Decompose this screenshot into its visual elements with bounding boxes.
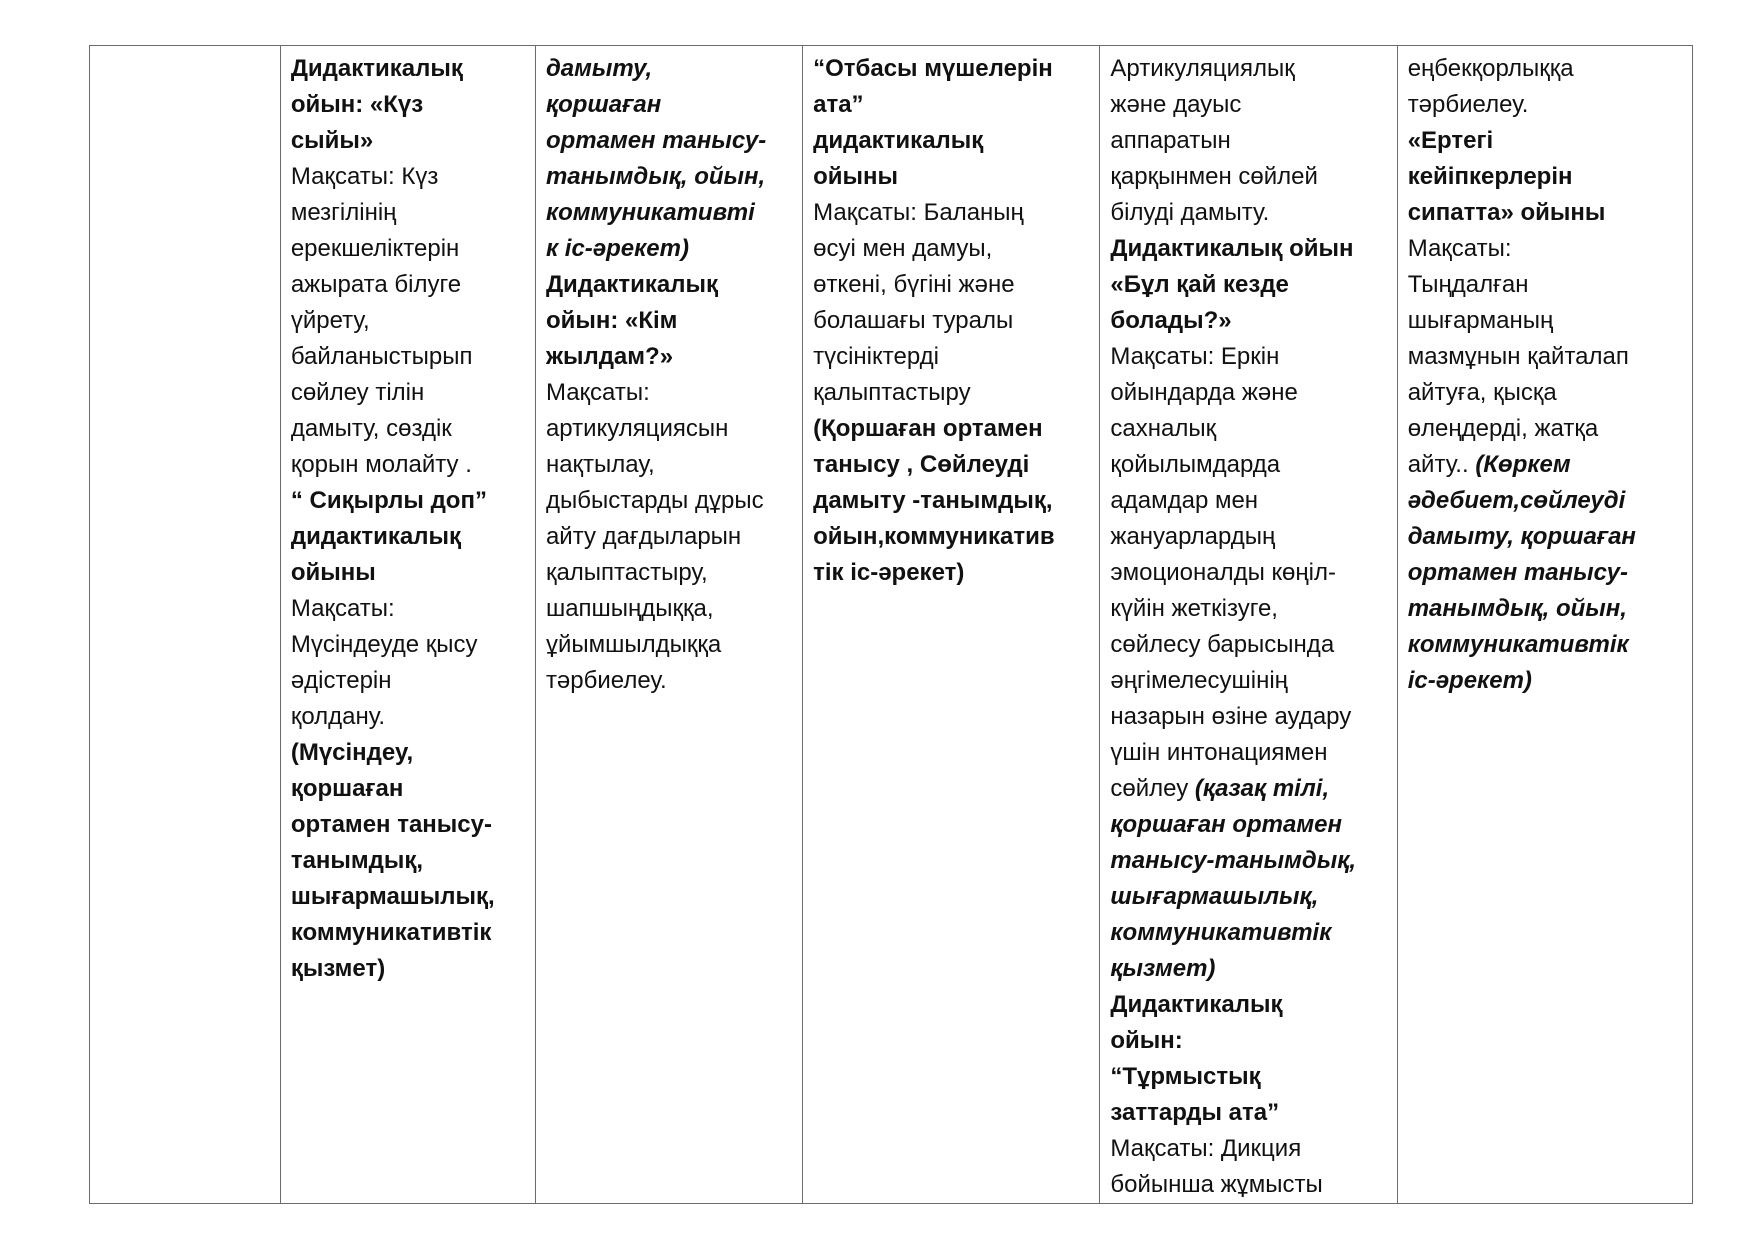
cell-line — [1110, 159, 1386, 195]
cell-text: сипатта» ойыны — [1407, 199, 1606, 226]
cell-text: сөйлесу барысында — [1110, 631, 1335, 658]
cell-text: ортамен танысу- — [1407, 559, 1629, 586]
cell-line — [1110, 195, 1386, 231]
cell-line — [291, 879, 525, 915]
cell-text: назарын өзіне аудару — [1110, 703, 1352, 730]
cell-text: ойыны — [290, 559, 376, 586]
cell-text: дидактикалық — [813, 127, 984, 154]
cell-line — [546, 123, 792, 159]
table-row — [90, 46, 1693, 1204]
cell-line — [1110, 447, 1386, 483]
cell-text: ойыны — [813, 163, 898, 190]
cell-line — [291, 519, 525, 555]
cell-text: әңгімелесушінің — [1110, 667, 1288, 694]
cell-line — [1408, 483, 1682, 519]
cell-text: сахналық — [1110, 415, 1217, 442]
cell-line — [1110, 231, 1386, 267]
cell-line — [546, 51, 792, 87]
cell-text: танымдық, — [290, 847, 424, 874]
cell-text: тәрбиелеу. — [1407, 91, 1529, 118]
cell-text: сөйлеу тілін — [290, 379, 425, 406]
cell-text: Мақсаты: — [1407, 235, 1512, 262]
cell-text: танымдық, ойын, — [1407, 595, 1627, 622]
cell-text: “ Сиқырлы доп” — [290, 487, 487, 514]
cell-line — [813, 447, 1089, 483]
cell-line — [1408, 663, 1682, 699]
cell-line — [291, 447, 525, 483]
cell-line — [291, 663, 525, 699]
cell-line — [1110, 483, 1386, 519]
cell-line — [1110, 1059, 1386, 1095]
cell-line — [291, 375, 525, 411]
cell-text: ортамен танысу- — [290, 811, 492, 838]
cell-line — [291, 195, 525, 231]
cell-line — [291, 915, 525, 951]
cell-line — [1110, 519, 1386, 555]
cell-text: сыйы» — [290, 127, 374, 154]
cell-text: мазмұнын қайталап — [1407, 343, 1629, 370]
cell-line — [1110, 123, 1386, 159]
cell-text: өлеңдерді, жатқа — [1407, 415, 1599, 442]
cell-line — [813, 375, 1089, 411]
cell-line — [546, 555, 792, 591]
cell-text: қорын молайту . — [290, 451, 472, 478]
cell-text: Дидактикалық — [290, 55, 463, 82]
cell-line — [1110, 627, 1386, 663]
cell-text: (Қоршаған ортамен — [813, 415, 1043, 442]
cell-text: әдебиет,сөйлеуді — [1407, 487, 1626, 514]
cell-text: бойынша жұмысты — [1110, 1171, 1323, 1198]
cell-line — [813, 231, 1089, 267]
cell-text: коммуникативті — [545, 199, 755, 226]
cell-line — [1110, 1131, 1386, 1167]
cell-text: түсініктерді — [813, 343, 939, 370]
cell-line — [546, 375, 792, 411]
cell-text: қызмет) — [1110, 955, 1216, 982]
cell-line — [1110, 1023, 1386, 1059]
cell-line — [1110, 555, 1386, 591]
cell-line — [1408, 87, 1682, 123]
cell-line — [291, 231, 525, 267]
cell-text: қалыптастыру — [813, 379, 971, 406]
cell-text: Тыңдалған — [1407, 271, 1529, 298]
cell-line — [813, 303, 1089, 339]
cell-line — [813, 483, 1089, 519]
cell-line — [291, 951, 525, 987]
cell-text: жануарлардың — [1110, 523, 1276, 550]
cell-text: дамыту, қоршаған — [1407, 523, 1636, 550]
cell-text: «Бұл қай кезде — [1110, 271, 1289, 298]
cell-text: жылдам?» — [545, 343, 674, 370]
cell-line — [291, 87, 525, 123]
cell-line — [291, 411, 525, 447]
cell-line — [813, 51, 1089, 87]
cell-line — [813, 87, 1089, 123]
cell-line — [291, 699, 525, 735]
cell-text: ажырата білуге — [290, 271, 462, 298]
cell-text: шығармашылық, — [1110, 883, 1319, 910]
cell-text: ата” — [813, 91, 864, 118]
cell-text: Мақсаты: Баланың — [813, 199, 1024, 226]
cell-text: кейіпкерлерін — [1407, 163, 1573, 190]
cell-line — [291, 771, 525, 807]
cell-line — [291, 555, 525, 591]
cell-line — [1110, 375, 1386, 411]
cell-text: дамыту, — [545, 55, 653, 82]
cell-text: шапшыңдыққа, — [545, 595, 714, 622]
cell-line — [546, 87, 792, 123]
cell-line — [1408, 267, 1682, 303]
cell-line — [546, 483, 792, 519]
cell-line — [291, 339, 525, 375]
cell-line — [1110, 987, 1386, 1023]
cell-text: сөйлеу — [1110, 775, 1195, 802]
cell-text: Мүсіндеуде қысу — [290, 631, 478, 658]
cell-text: Дидактикалық — [1110, 991, 1283, 1018]
cell-line — [1408, 411, 1682, 447]
cell-line — [1110, 1095, 1386, 1131]
cell-text: Мақсаты: — [290, 595, 395, 622]
cell-text: ойын: «Кім — [545, 307, 678, 334]
cell-text: еңбекқорлыққа — [1407, 55, 1574, 82]
cell-text: әдістерін — [290, 667, 392, 694]
cell-line — [813, 159, 1089, 195]
cell-text: тік іс-әрекет) — [813, 559, 965, 586]
cell-line — [1110, 915, 1386, 951]
cell-line — [1408, 519, 1682, 555]
cell-text: үшін интонациямен — [1110, 739, 1328, 766]
cell-text: Мақсаты: Дикция — [1110, 1135, 1302, 1162]
cell-text: қоршаған ортамен — [1110, 811, 1342, 838]
cell-line — [1110, 303, 1386, 339]
cell-line — [291, 159, 525, 195]
cell-text: ойындарда және — [1110, 379, 1298, 406]
cell-text: аппаратын — [1110, 127, 1231, 154]
cell-text: танымдық, ойын, — [545, 163, 766, 190]
cell-line — [813, 555, 1089, 591]
cell-text: ерекшеліктерін — [290, 235, 460, 262]
cell-line — [546, 411, 792, 447]
cell-text: «Ертегі — [1407, 127, 1494, 154]
cell-text: іс-әрекет) — [1407, 667, 1532, 694]
cell-line — [1408, 375, 1682, 411]
cell-line — [1110, 699, 1386, 735]
cell-line — [1408, 339, 1682, 375]
cell-line — [813, 267, 1089, 303]
cell-text: тәрбиелеу. — [545, 667, 667, 694]
cell-line — [546, 267, 792, 303]
cell-text-emphasis: (Көркем — [1475, 451, 1571, 478]
cell-text: болашағы туралы — [813, 307, 1014, 334]
cell-text: білуді дамыту. — [1110, 199, 1270, 226]
cell-text: коммуникативтік — [290, 919, 492, 946]
cell-text: “Отбасы мүшелерін — [813, 55, 1053, 82]
cell-line — [546, 663, 792, 699]
cell-line — [1110, 411, 1386, 447]
cell-line — [546, 519, 792, 555]
cell-line — [1408, 231, 1682, 267]
cell-line — [1110, 267, 1386, 303]
cell-line — [546, 303, 792, 339]
cell-line — [546, 447, 792, 483]
cell-col-2 — [280, 46, 535, 1204]
cell-col-4 — [803, 46, 1100, 1204]
cell-col-1 — [90, 46, 281, 1204]
cell-line — [1110, 951, 1386, 987]
cell-text: Дидактикалық — [545, 271, 719, 298]
cell-text: к іс-әрекет) — [545, 235, 689, 262]
cell-line — [1110, 807, 1386, 843]
cell-text: ойын: «Күз — [290, 91, 424, 118]
cell-line — [546, 339, 792, 375]
cell-text: адамдар мен — [1110, 487, 1259, 514]
cell-line — [291, 627, 525, 663]
cell-text: Дидактикалық ойын — [1110, 235, 1354, 262]
cell-text: артикуляциясын — [545, 415, 729, 442]
cell-line — [1408, 591, 1682, 627]
cell-line — [1110, 591, 1386, 627]
cell-text: Мақсаты: Еркін — [1110, 343, 1280, 370]
cell-text: өсуі мен дамуы, — [813, 235, 993, 262]
cell-line — [291, 51, 525, 87]
cell-text: нақтылау, — [545, 451, 655, 478]
cell-text: қоршаған — [545, 91, 662, 118]
cell-line — [291, 807, 525, 843]
cell-text: шығармашылық, — [290, 883, 495, 910]
cell-text: қойылымдарда — [1110, 451, 1281, 478]
cell-text: шығарманың — [1407, 307, 1554, 334]
cell-line — [813, 411, 1089, 447]
cell-text: эмоционалды көңіл- — [1110, 559, 1336, 586]
cell-text: ойын: — [1110, 1027, 1183, 1054]
cell-line — [1408, 195, 1682, 231]
cell-text: күйін жеткізуге, — [1110, 595, 1278, 622]
cell-line — [546, 627, 792, 663]
cell-text: өткені, бүгіні және — [813, 271, 1015, 298]
cell-line — [1408, 555, 1682, 591]
cell-text: заттарды ата” — [1110, 1099, 1280, 1126]
cell-text: “Тұрмыстық — [1110, 1063, 1261, 1090]
cell-line — [813, 519, 1089, 555]
cell-text: айтуға, қысқа — [1407, 379, 1557, 406]
cell-text: ойын,коммуникатив — [813, 523, 1055, 550]
cell-line — [1408, 627, 1682, 663]
cell-line — [1408, 159, 1682, 195]
cell-text: айту дағдыларын — [545, 523, 742, 550]
cell-line — [1110, 735, 1386, 771]
cell-text: танысу , Сөйлеуді — [813, 451, 1030, 478]
cell-text: коммуникативтік — [1407, 631, 1629, 658]
cell-line — [1408, 51, 1682, 87]
cell-line — [546, 159, 792, 195]
cell-text: дамыту -танымдық, — [813, 487, 1053, 514]
cell-line — [1110, 879, 1386, 915]
cell-line — [291, 843, 525, 879]
cell-text: Мақсаты: Күз — [290, 163, 439, 190]
cell-text-emphasis: (қазақ тілі, — [1194, 775, 1330, 802]
cell-text: Артикуляциялық — [1110, 55, 1295, 82]
plan-table — [89, 45, 1693, 1204]
cell-text: болады?» — [1110, 307, 1232, 334]
cell-text: айту.. — [1407, 451, 1476, 478]
cell-text: мезгілінің — [290, 199, 397, 226]
cell-text: дыбыстарды дұрыс — [545, 487, 764, 514]
cell-line — [1110, 843, 1386, 879]
cell-text: (Мүсіндеу, — [290, 739, 414, 766]
cell-line — [1110, 771, 1386, 807]
cell-line — [291, 267, 525, 303]
cell-text: ұйымшылдыққа — [545, 631, 722, 658]
cell-line — [1110, 87, 1386, 123]
cell-line — [1110, 1167, 1386, 1203]
cell-text: қарқынмен сөйлей — [1110, 163, 1318, 190]
cell-line — [1408, 447, 1682, 483]
cell-line — [546, 591, 792, 627]
cell-text: үйрету, — [290, 307, 370, 334]
cell-line — [813, 339, 1089, 375]
cell-line — [291, 123, 525, 159]
cell-line — [813, 195, 1089, 231]
cell-text: коммуникативтік — [1110, 919, 1332, 946]
cell-line — [291, 735, 525, 771]
cell-line — [1110, 663, 1386, 699]
cell-text: Мақсаты: — [545, 379, 650, 406]
cell-col-5 — [1100, 46, 1397, 1204]
cell-text: дамыту, сөздік — [290, 415, 452, 442]
cell-text: қызмет) — [290, 955, 386, 982]
cell-text: және дауыс — [1110, 91, 1242, 118]
cell-text: қолдану. — [290, 703, 386, 730]
cell-line — [1110, 51, 1386, 87]
cell-col-3 — [535, 46, 802, 1204]
cell-line — [291, 483, 525, 519]
cell-line — [1110, 339, 1386, 375]
cell-col-6 — [1397, 46, 1692, 1204]
cell-line — [291, 591, 525, 627]
cell-text: танысу-танымдық, — [1110, 847, 1357, 874]
cell-line — [1408, 123, 1682, 159]
cell-line — [1408, 303, 1682, 339]
cell-line — [546, 231, 792, 267]
cell-text: ортамен танысу- — [545, 127, 767, 154]
cell-text: қоршаған — [290, 775, 404, 802]
cell-text: байланыстырып — [290, 343, 473, 370]
cell-text: дидактикалық — [290, 523, 462, 550]
cell-line — [546, 195, 792, 231]
cell-line — [291, 303, 525, 339]
cell-line — [813, 123, 1089, 159]
cell-text: қалыптастыру, — [545, 559, 708, 586]
